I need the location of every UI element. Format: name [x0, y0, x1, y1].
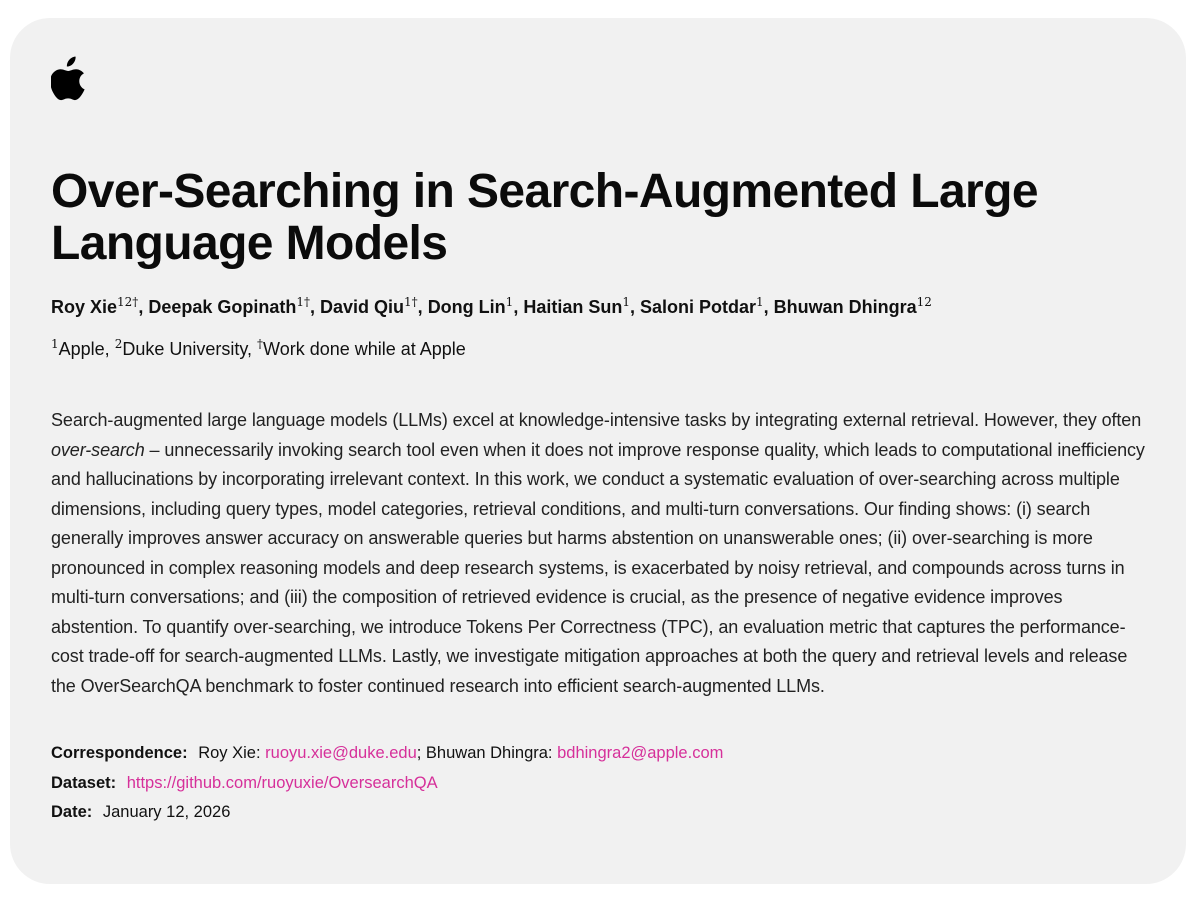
author: [148, 297, 320, 317]
affiliation-text: Apple,: [58, 339, 115, 359]
author-name: Bhuwan Dhingra: [773, 297, 917, 317]
correspondence-name: ; Bhuwan Dhingra:: [416, 744, 558, 762]
author-separator: ,: [629, 297, 640, 317]
author-affiliation-mark: 1: [622, 295, 630, 309]
author-name: David Qiu: [320, 297, 405, 317]
correspondence-name: Roy Xie:: [198, 744, 266, 762]
apple-logo-icon: [51, 56, 87, 102]
author-separator: ,: [138, 297, 149, 317]
author: [523, 297, 640, 317]
author-name: Saloni Potdar: [640, 297, 757, 317]
author-affiliation-mark: 1: [505, 295, 514, 309]
dataset-label: Dataset:: [51, 773, 117, 792]
dataset-link[interactable]: https://github.com/ruoyuxie/OversearchQA: [126, 773, 438, 792]
author-affiliation-mark: 1†: [296, 295, 310, 309]
author: [640, 297, 774, 317]
affiliation-mark: 2: [114, 337, 123, 351]
author-separator: ,: [763, 297, 774, 317]
paper-title: Over-Searching in Search-Augmented Large Language Models: [51, 165, 1038, 270]
author: [320, 297, 428, 317]
author-name: Roy Xie: [51, 297, 118, 317]
email-link-bhuwan-dhingra[interactable]: bdhingra2@apple.com: [557, 744, 724, 762]
author-name: Deepak Gopinath: [148, 297, 297, 317]
dataset-line: [51, 769, 1146, 799]
affiliations: [51, 336, 1146, 362]
author-separator: ,: [417, 297, 428, 317]
affiliation-mark: 1: [51, 337, 59, 351]
author-separator: ,: [310, 297, 321, 317]
paper-card: [10, 18, 1186, 884]
correspondence-label: Correspondence:: [51, 744, 188, 762]
date-line: [51, 798, 1146, 828]
abstract-emphasis: over-search: [51, 439, 145, 460]
author-affiliation-mark: 1: [756, 295, 764, 309]
author: [774, 297, 932, 317]
affiliation-mark: †: [257, 337, 264, 351]
author-name: Dong Lin: [427, 297, 506, 317]
author-affiliation-mark: 1†: [404, 295, 418, 309]
author-separator: ,: [513, 297, 524, 317]
abstract: [51, 406, 1146, 701]
affiliation-text: Work done while at Apple: [263, 339, 466, 359]
abstract-text: – unnecessarily invoking search tool even when it does not improve response quality, which leads to computational inefficiency and hallucinations by incorporating irrelevant context. In this work, we conduct a systematic evaluation of over-searching across multiple dimensions, including query types, model categories, retrieval conditions, and multi-turn conversations. Our finding shows: (i) search generally improves answer accuracy on answerable queries but harms abstention on unanswerable ones; (ii) over-searching is more pronounced in complex reasoning models and deep research systems, is exacerbated by noisy retrieval, and compounds across turns in multi-turn conversations; and (iii) the composition of retrieved evidence is crucial, as the presence of negative evidence improves abstention. To quantify over-searching, we introduce Tokens Per Correctness (TPC), an evaluation metric that captures the performance-cost trade-off for search-augmented LLMs. Lastly, we investigate mitigation approaches at both the query and retrieval levels and release the OverSearchQA benchmark to foster continued research into efficient search-augmented LLMs.: [51, 439, 1145, 696]
author-name: Haitian Sun: [523, 297, 623, 317]
paper-metadata: [51, 739, 1146, 828]
email-link-roy-xie[interactable]: ruoyu.xie@duke.edu: [265, 744, 417, 762]
correspondence-line: [51, 739, 1146, 769]
date-value: January 12, 2026: [102, 803, 231, 821]
author: [428, 297, 524, 317]
author-affiliation-mark: 12: [916, 295, 932, 309]
author-list: [51, 294, 1146, 320]
abstract-text: Search-augmented large language models (LLMs) excel at knowledge-intensive tasks by integrating external retrieval. However, they often: [51, 410, 1142, 430]
affiliation-text: Duke University,: [122, 339, 258, 359]
author-affiliation-mark: 12†: [117, 295, 139, 309]
date-label: Date:: [51, 803, 93, 821]
author: [51, 297, 148, 317]
